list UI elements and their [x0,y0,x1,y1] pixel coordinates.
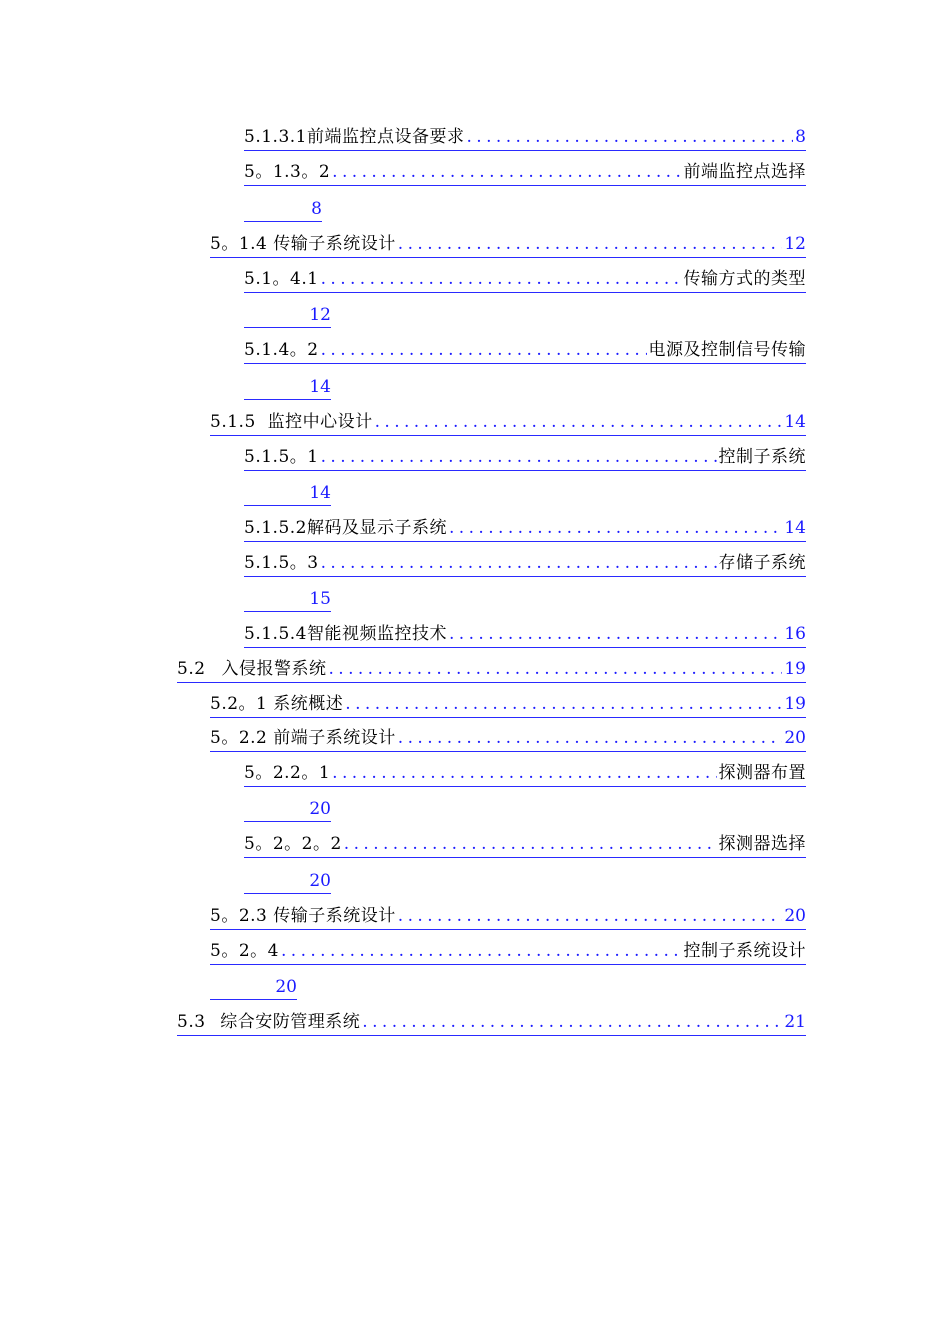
toc-entry[interactable] [244,550,806,576]
toc-entry-label: 5.1.4。2 [244,340,319,360]
toc-entry[interactable] [210,903,806,929]
toc-page-number: 8 [795,127,806,147]
toc-entry[interactable] [244,760,806,786]
toc-leader-dots [332,760,716,786]
toc-leader-dots [344,831,717,857]
toc-entry-title: 探测器布置 [718,763,806,783]
toc-entry-title: 前端监控点选择 [683,162,806,182]
toc-leader-dots [362,1009,782,1035]
toc-entry-label: 5。1.4 传输子系统设计 [210,234,396,254]
toc-entry-label: 5.1.5。1 [244,447,319,467]
toc-entry-title: 电源及控制信号传输 [648,340,806,360]
toc-entry[interactable] [244,159,806,185]
toc-entry-label: 5。2。2。2 [244,834,342,854]
toc-page-number: 19 [784,694,806,714]
toc-leader-dots [321,337,647,363]
toc-leader-dots [375,409,783,435]
toc-page-number[interactable]: 20 [210,975,297,1000]
toc-page-number[interactable]: 20 [244,869,331,894]
toc-entry-label: 5.1.5.2解码及显示子系统 [244,518,447,538]
toc-entry[interactable] [210,938,806,964]
toc-leader-dots [398,903,783,929]
toc-entry[interactable] [244,266,806,292]
toc-section-number: 5.3 [177,1012,206,1032]
toc-entry[interactable] [177,1009,806,1035]
toc-entry[interactable] [244,831,806,857]
toc-entry[interactable] [210,725,806,751]
toc-leader-dots [449,515,782,541]
toc-entry[interactable] [210,409,806,435]
toc-leader-dots [466,124,793,150]
toc-entry-title: 控制子系统 [718,447,806,467]
toc-page-number: 12 [784,234,806,254]
toc-entry-label: 5.2。1 系统概述 [210,694,344,714]
toc-leader-dots [345,691,782,717]
toc-leader-dots [332,159,681,185]
toc-entry[interactable] [244,337,806,363]
toc-entry-label: 5。2.2 前端子系统设计 [210,728,396,748]
toc-page-number: 14 [784,518,806,538]
toc-entry-label: 5.1.5.4智能视频监控技术 [244,624,447,644]
toc-page-number[interactable]: 20 [244,797,331,822]
toc-page-number: 16 [784,624,806,644]
toc-page-number: 21 [784,1012,806,1032]
toc-page-number: 20 [784,728,806,748]
toc-page-number: 19 [784,659,806,679]
toc-entry-title: 控制子系统设计 [683,941,806,961]
toc-section-number: 5.2 [177,659,206,679]
toc-entry-label: 5.1.5 监控中心设计 [210,412,373,432]
toc-leader-dots [321,550,717,576]
toc-entry-label: 综合安防管理系统 [220,1012,361,1032]
toc-entry-label: 5。1.3。2 [244,162,331,182]
toc-entry-label: 5。2。4 [210,941,279,961]
toc-entry[interactable] [210,231,806,257]
toc-entry[interactable] [210,691,806,717]
toc-entry-label: 5.1.3.1前端监控点设备要求 [244,127,465,147]
toc-entry-title: 传输方式的类型 [683,269,806,289]
toc-page-number: 20 [784,906,806,926]
toc-leader-dots [321,266,682,292]
toc-page-number: 14 [784,412,806,432]
toc-leader-dots [398,231,783,257]
toc-entry-label: 5。2.3 传输子系统设计 [210,906,396,926]
toc-entry[interactable] [244,444,806,470]
toc-entry-label: 5。2.2。1 [244,763,331,783]
toc-entry[interactable] [177,656,806,682]
toc-entry-label: 5.1。4.1 [244,269,319,289]
toc-leader-dots [328,656,782,682]
toc-page-number[interactable]: 15 [244,587,331,612]
toc-entry-title: 存储子系统 [718,553,806,573]
toc-entry[interactable] [244,621,806,647]
toc-page-number[interactable]: 14 [244,481,331,506]
toc-page-number[interactable]: 8 [244,197,322,222]
toc-entry-label: 入侵报警系统 [221,659,327,679]
toc-leader-dots [398,725,783,751]
toc-entry[interactable] [244,124,806,150]
toc-leader-dots [321,444,717,470]
toc-entry[interactable] [244,515,806,541]
toc-page-number[interactable]: 12 [244,303,331,328]
toc-entry-title: 探测器选择 [718,834,806,854]
toc-page-number[interactable]: 14 [244,375,331,400]
toc-leader-dots [281,938,682,964]
toc-entry-label: 5.1.5。3 [244,553,319,573]
toc-leader-dots [449,621,782,647]
